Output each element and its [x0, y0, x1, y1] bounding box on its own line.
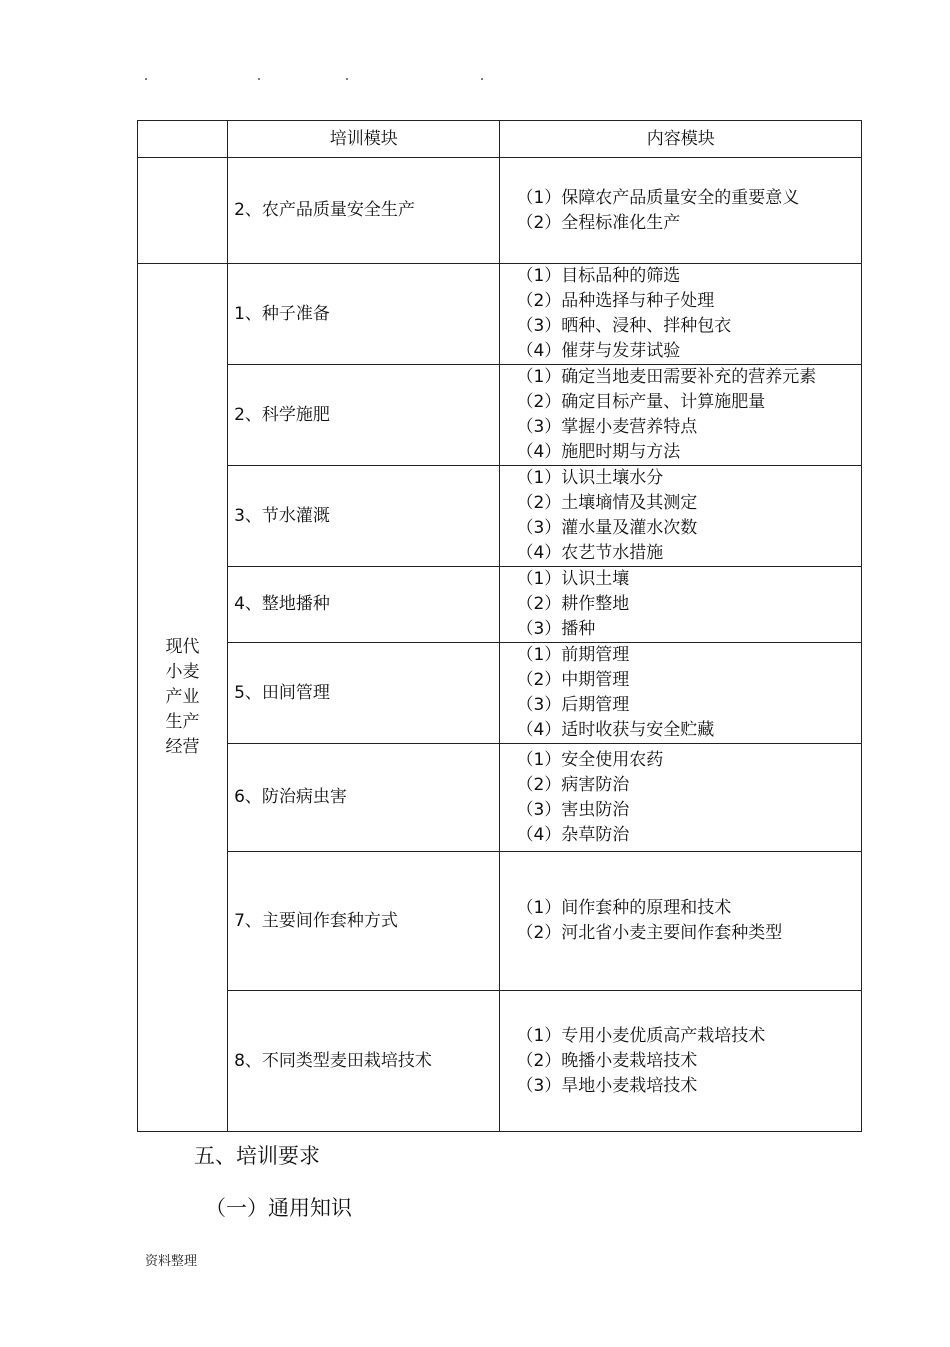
items-cell — [500, 567, 862, 643]
table-row — [138, 852, 862, 991]
table-row — [138, 158, 862, 264]
items-cell — [500, 643, 862, 744]
content-item: （2）病害防治 — [516, 774, 630, 795]
header-dot — [481, 78, 483, 80]
module-cell: 3、节水灌溉 — [228, 466, 500, 567]
content-item: （3）灌水量及灌水次数 — [516, 518, 698, 538]
module-cell: 2、农产品质量安全生产 — [228, 158, 500, 264]
module-cell: 5、田间管理 — [228, 643, 500, 744]
content-item: （1）认识土壤水分 — [516, 468, 664, 488]
content-item: （1）安全使用农药 — [516, 749, 664, 770]
items-cell — [500, 744, 862, 852]
module-cell: 4、整地播种 — [228, 567, 500, 643]
table-header-row — [138, 121, 862, 158]
category-line: 小麦 — [165, 662, 200, 682]
content-item: （3）掌握小麦营养特点 — [516, 417, 698, 437]
module-cell: 6、防治病虫害 — [228, 744, 500, 852]
content-item: （2）品种选择与种子处理 — [516, 291, 715, 311]
content-item: （4）农艺节水措施 — [516, 543, 664, 563]
table-row — [138, 264, 862, 365]
empty-category-cell — [138, 158, 228, 264]
header-training-module: 培训模块 — [228, 121, 500, 158]
category-line: 生产 — [165, 712, 200, 732]
module-cell: 8、不同类型麦田栽培技术 — [228, 991, 500, 1132]
table-row — [138, 567, 862, 643]
content-item: （1）前期管理 — [516, 645, 630, 665]
section-heading: 五、培训要求 — [194, 1144, 320, 1168]
content-item: （2）河北省小麦主要间作套种类型 — [516, 923, 783, 943]
content-item: （1）确定当地麦田需要补充的营养元素 — [516, 367, 817, 387]
header-dot — [258, 78, 260, 80]
category-cell — [138, 264, 228, 1132]
module-cell: 1、种子准备 — [228, 264, 500, 365]
content-item: （2）确定目标产量、计算施肥量 — [516, 392, 766, 412]
header-blank — [138, 121, 228, 158]
category-line: 产业 — [165, 687, 200, 707]
items-cell — [500, 264, 862, 365]
training-table — [137, 120, 862, 1132]
items-cell — [500, 365, 862, 466]
module-cell: 2、科学施肥 — [228, 365, 500, 466]
header-content-module: 内容模块 — [500, 121, 862, 158]
content-item: （1）保障农产品质量安全的重要意义 — [516, 187, 800, 208]
header-dot — [346, 78, 348, 80]
content-item: （4）催芽与发芽试验 — [516, 341, 681, 361]
content-item: （4）杂草防治 — [516, 824, 630, 845]
table-row — [138, 744, 862, 852]
content-item: （2）全程标准化生产 — [516, 212, 681, 233]
footer-text: 资料整理 — [145, 1254, 198, 1269]
content-item: （3）旱地小麦栽培技术 — [516, 1075, 698, 1096]
items-cell — [500, 158, 862, 264]
items-cell — [500, 852, 862, 991]
content-item: （4）适时收获与安全贮藏 — [516, 720, 715, 740]
table-row — [138, 643, 862, 744]
content-item: （2）晚播小麦栽培技术 — [516, 1050, 698, 1071]
content-item: （3）害虫防治 — [516, 799, 630, 820]
content-item: （1）认识土壤 — [516, 569, 630, 589]
content-item: （2）耕作整地 — [516, 594, 630, 614]
category-line: 现代 — [165, 637, 200, 657]
content-item: （3）播种 — [516, 619, 596, 639]
content-item: （4）施肥时期与方法 — [516, 442, 681, 462]
header-dot — [145, 78, 147, 80]
content-item: （3）后期管理 — [516, 695, 630, 715]
table-row — [138, 365, 862, 466]
content-item: （1）间作套种的原理和技术 — [516, 898, 732, 918]
subsection-heading: （一）通用知识 — [205, 1196, 352, 1220]
module-cell: 7、主要间作套种方式 — [228, 852, 500, 991]
content-item: （3）晒种、浸种、拌种包衣 — [516, 316, 732, 336]
items-cell — [500, 466, 862, 567]
content-item: （2）土壤墒情及其测定 — [516, 493, 698, 513]
table-row — [138, 466, 862, 567]
table-row — [138, 991, 862, 1132]
content-item: （1）专用小麦优质高产栽培技术 — [516, 1025, 766, 1046]
content-item: （2）中期管理 — [516, 670, 630, 690]
content-item: （1）目标品种的筛选 — [516, 266, 681, 286]
items-cell — [500, 991, 862, 1132]
category-line: 经营 — [165, 737, 200, 757]
